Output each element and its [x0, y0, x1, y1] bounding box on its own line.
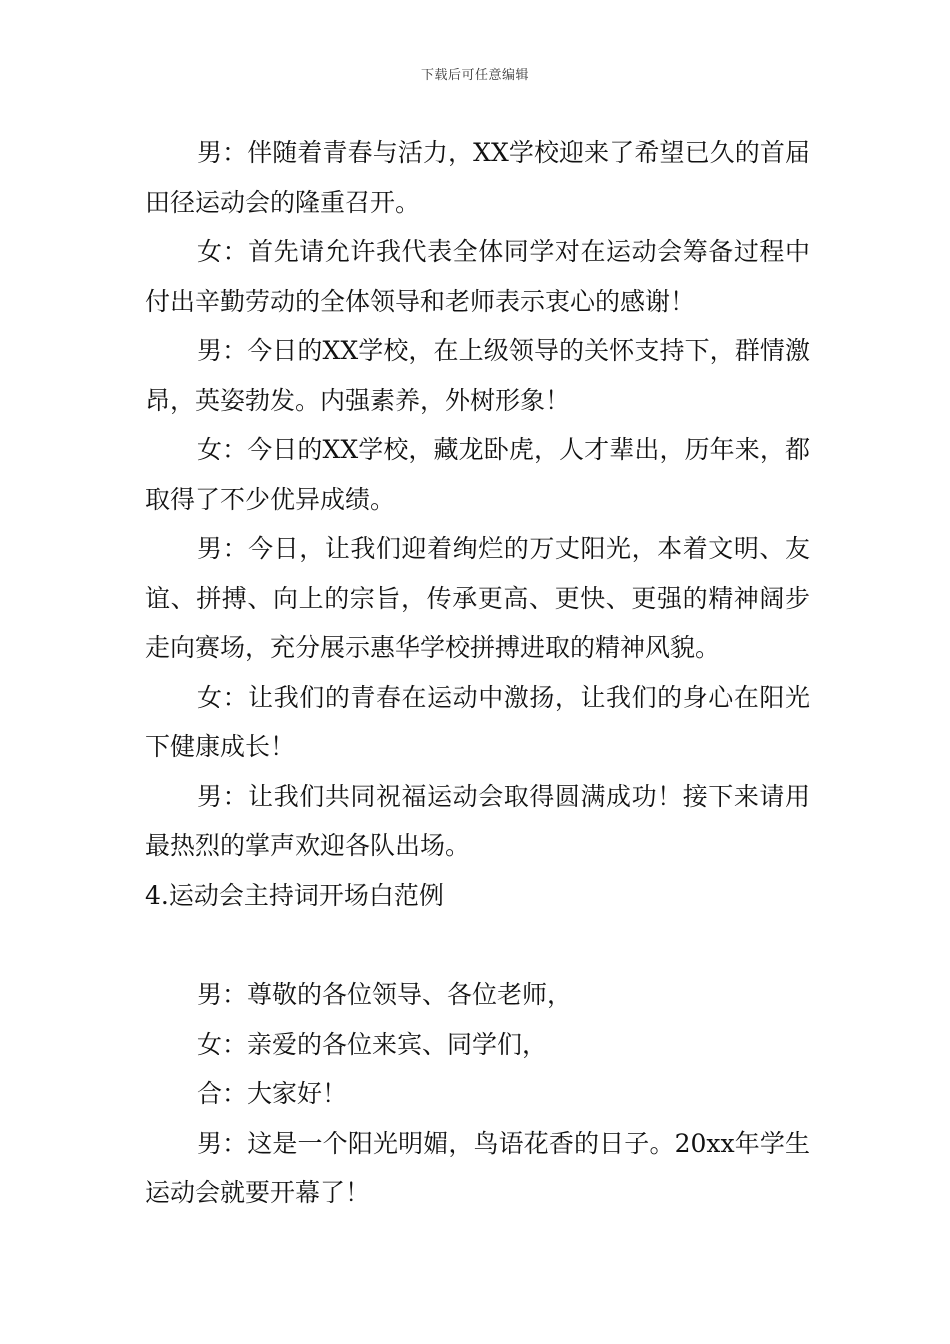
dialogue-line: 女：亲爱的各位来宾、同学们， [197, 1029, 548, 1059]
dialogue-line: 男：让我们共同祝福运动会取得圆满成功！接下来请用最热烈的掌声欢迎各队出场。 [145, 781, 810, 860]
dialogue-line: 男：今日，让我们迎着绚烂的万丈阳光，本着文明、友谊、拼搏、向上的宗旨，传承更高、更快、更强的精神阔步走向赛场，充分展示惠华学校拼搏进取的精神风貌。 [145, 534, 810, 662]
dialogue-line: 男：尊敬的各位领导、各位老师， [197, 980, 573, 1009]
document-body [145, 128, 810, 1218]
dialogue-line: 女：今日的XX学校，藏龙卧虎，人才辈出，历年来，都取得了不少优异成绩。 [145, 435, 810, 514]
section-heading: 4.运动会主持词开场白范例 [145, 880, 444, 910]
dialogue-line: 男：这是一个阳光明媚，鸟语花香的日子。20xx年学生运动会就要开幕了！ [145, 1128, 810, 1207]
blank-line [145, 920, 810, 970]
dialogue-line: 女：首先请允许我代表全体同学对在运动会筹备过程中付出辛勤劳动的全体领导和老师表示衷心的感谢！ [145, 237, 810, 316]
dialogue-line: 男：伴随着青春与活力，XX学校迎来了希望已久的首届田径运动会的隆重召开。 [145, 138, 810, 217]
dialogue-line: 女：让我们的青春在运动中激扬，让我们的身心在阳光下健康成长！ [145, 682, 810, 761]
dialogue-line: 男：今日的XX学校，在上级领导的关怀支持下，群情激昂，英姿勃发。内强素养，外树形象！ [145, 336, 810, 415]
page-header: 下载后可任意编辑 [420, 68, 529, 83]
dialogue-line: 合：大家好！ [197, 1079, 348, 1108]
